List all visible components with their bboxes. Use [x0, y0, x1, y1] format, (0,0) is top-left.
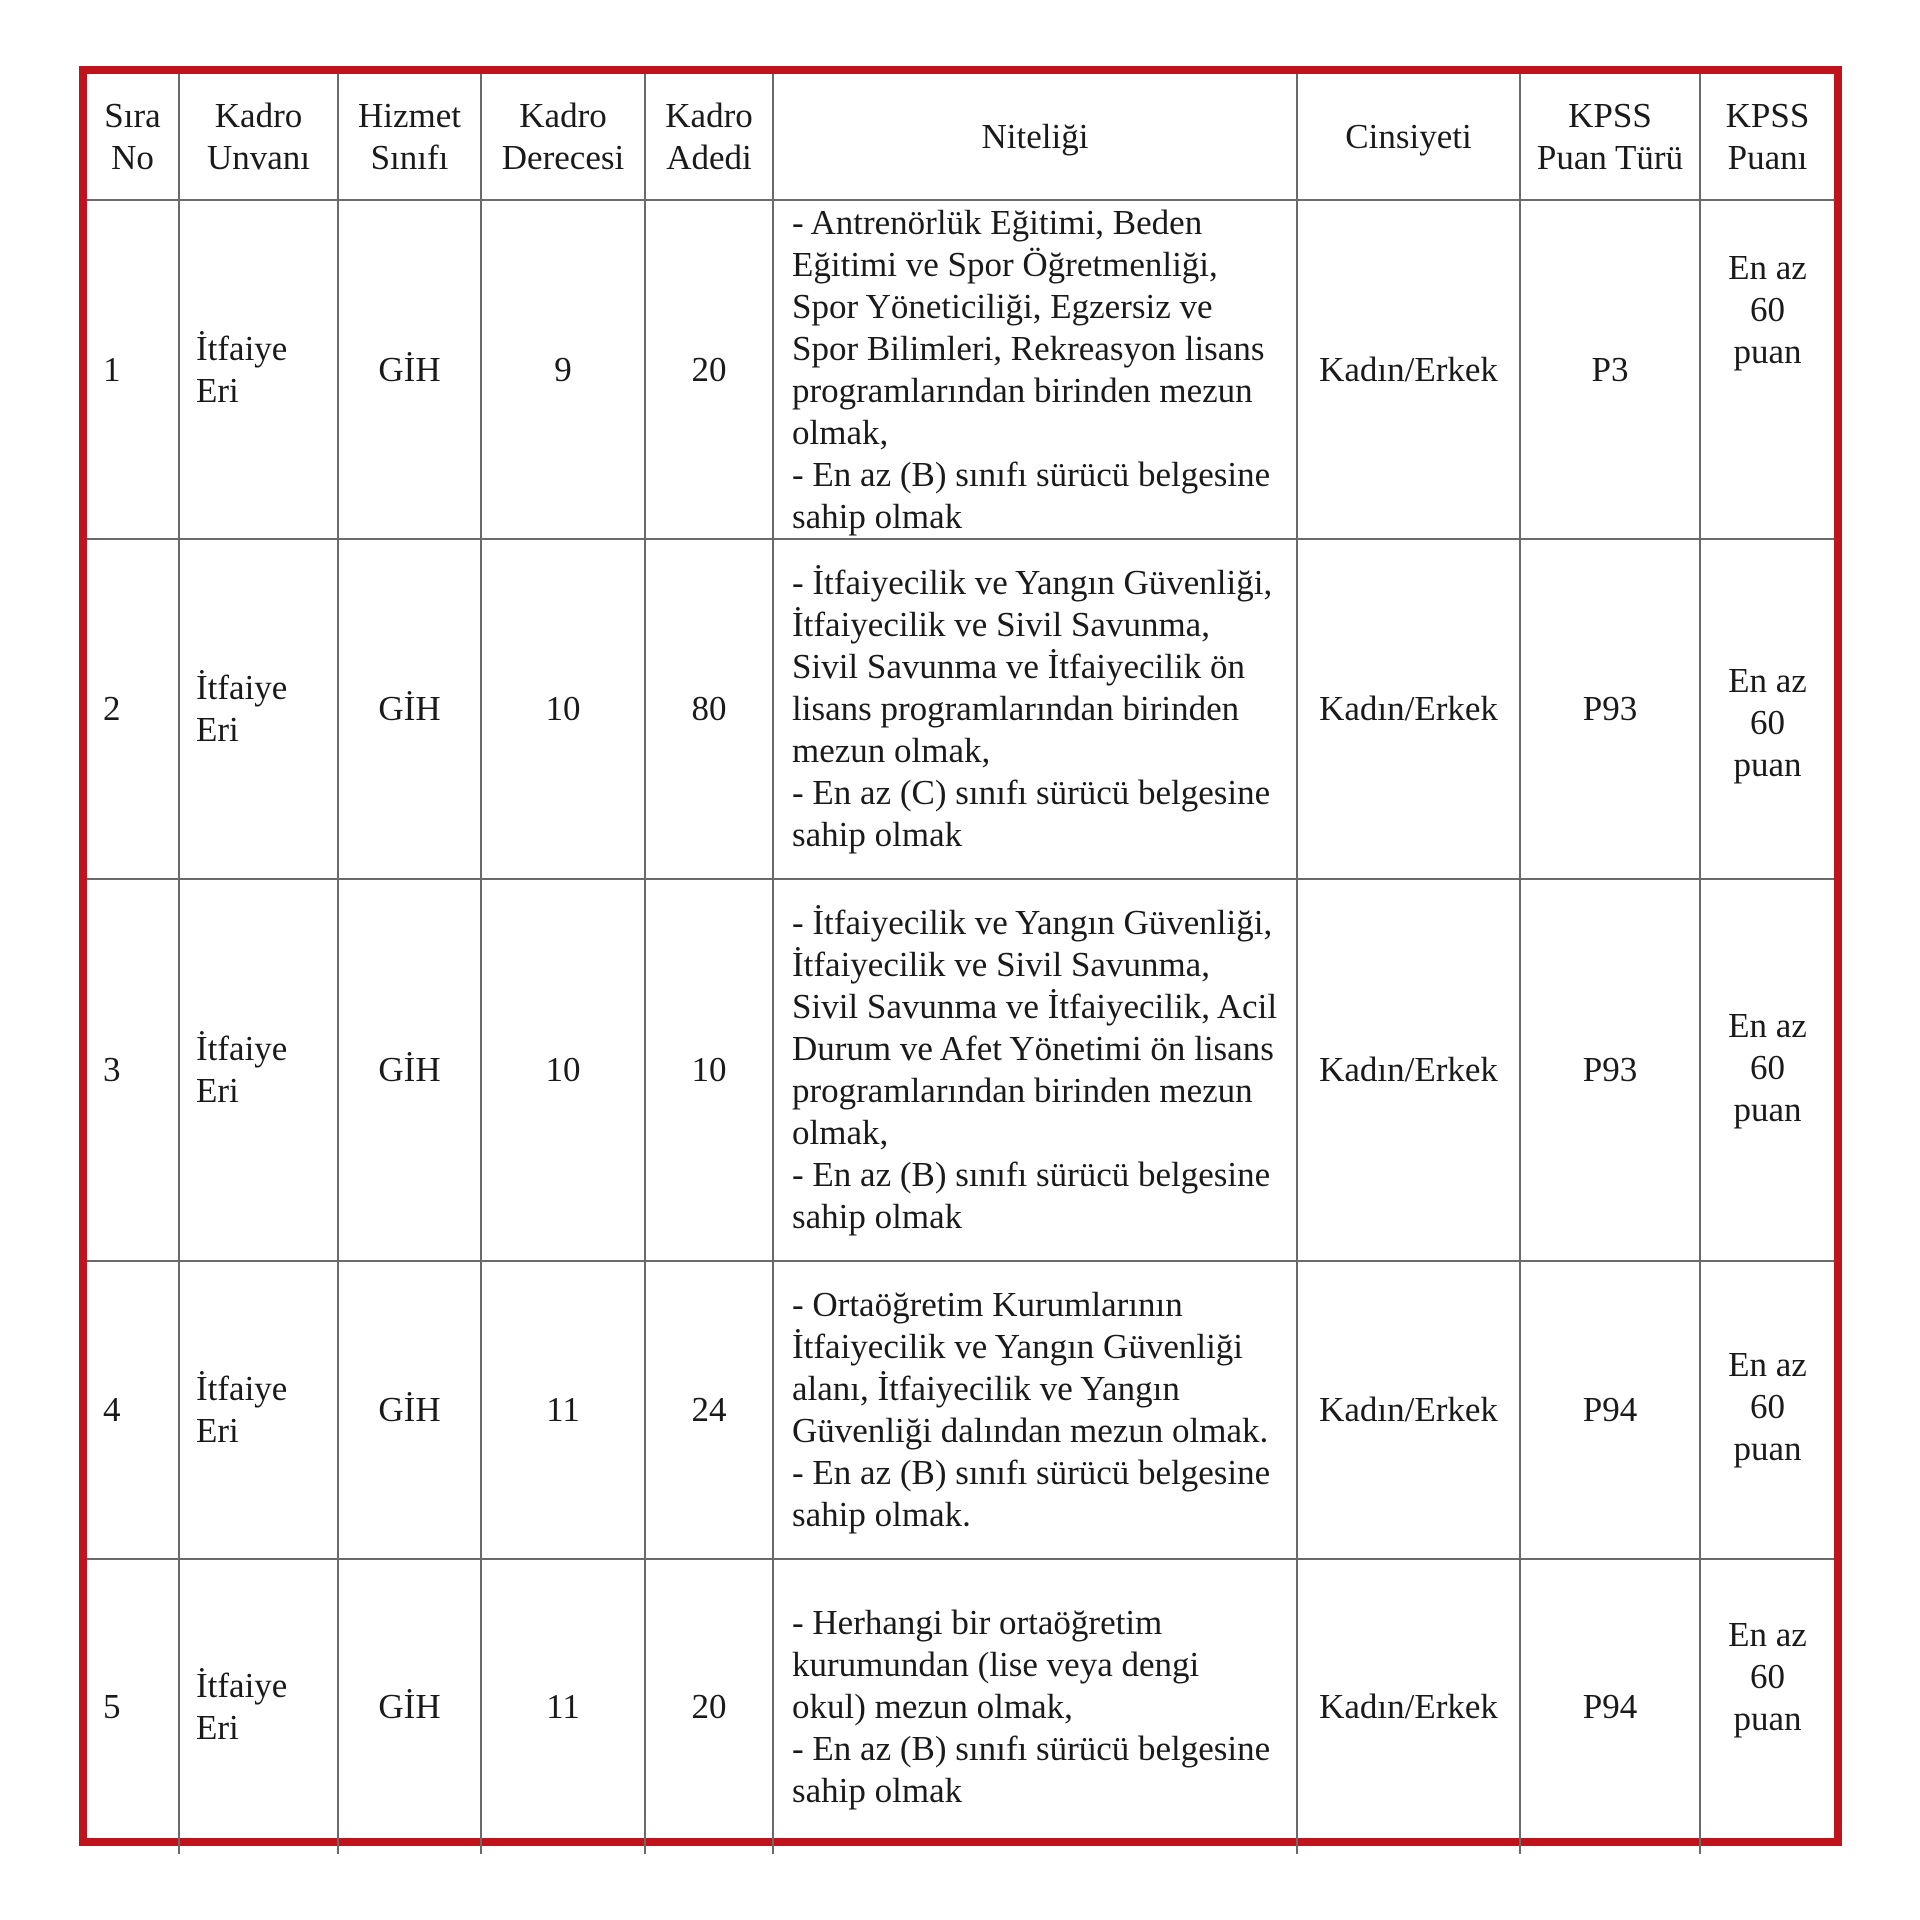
cell-puan: En az 60 puan: [1700, 1261, 1834, 1559]
header-kpss-puan-turu: KPSS Puan Türü: [1520, 74, 1700, 200]
table-row: [87, 1261, 1834, 1559]
table-row: [87, 1559, 1834, 1854]
header-kadro-derecesi: Kadro Derecesi: [481, 74, 645, 200]
cell-nitelik: [773, 1261, 1297, 1559]
cell-adet: 20: [645, 200, 773, 539]
cell-derece: 10: [481, 879, 645, 1261]
cell-derece: 9: [481, 200, 645, 539]
cell-derece: 11: [481, 1559, 645, 1854]
cell-puan-turu: P93: [1520, 879, 1700, 1261]
cell-adet: 80: [645, 539, 773, 879]
kadro-table: [87, 74, 1834, 1854]
nitelik-paragraph: - Herhangi bir ortaöğretim kurumundan (lise veya dengi okul) mezun olmak,: [792, 1603, 1200, 1726]
cell-adet: 20: [645, 1559, 773, 1854]
nitelik-paragraph: - En az (B) sınıfı sürücü belgesine sahip olmak.: [792, 1453, 1271, 1534]
cell-sira: 3: [87, 879, 179, 1261]
cell-puan-turu: P94: [1520, 1261, 1700, 1559]
cell-puan-turu: P93: [1520, 539, 1700, 879]
cell-sinif: GİH: [338, 1261, 481, 1559]
cell-unvan: İtfaiye Eri: [179, 1261, 338, 1559]
cell-adet: 10: [645, 879, 773, 1261]
cell-sinif: GİH: [338, 200, 481, 539]
cell-puan: En az 60 puan: [1700, 879, 1834, 1261]
cell-sira: 4: [87, 1261, 179, 1559]
cell-cinsiyet: Kadın/Erkek: [1297, 200, 1520, 539]
header-kadro-unvani: Kadro Unvanı: [179, 74, 338, 200]
cell-cinsiyet: Kadın/Erkek: [1297, 1261, 1520, 1559]
cell-sira: 5: [87, 1559, 179, 1854]
cell-unvan: İtfaiye Eri: [179, 200, 338, 539]
header-cinsiyeti: Cinsiyeti: [1297, 74, 1520, 200]
nitelik-paragraph: - En az (B) sınıfı sürücü belgesine sahip olmak: [792, 1729, 1271, 1810]
cell-sira: 2: [87, 539, 179, 879]
table-row: [87, 539, 1834, 879]
nitelik-paragraph: - İtfaiyecilik ve Yangın Güvenliği, İtfaiyecilik ve Sivil Savunma, Sivil Savunma ve İtfaiyecilik ön lisans programlarından birinden mezun olmak,: [792, 563, 1273, 770]
cell-unvan: İtfaiye Eri: [179, 1559, 338, 1854]
cell-puan: En az 60 puan: [1700, 539, 1834, 879]
header-hizmet-sinifi: Hizmet Sınıfı: [338, 74, 481, 200]
cell-derece: 10: [481, 539, 645, 879]
nitelik-paragraph: - Antrenörlük Eğitimi, Beden Eğitimi ve Spor Öğretmenliği, Spor Yöneticiliği, Egzersiz ve Spor Bilimleri, Rekreasyon lisans programlarından birinden mezun olmak,: [792, 202, 1265, 452]
cell-puan: En az 60 puan: [1700, 1559, 1834, 1854]
header-kadro-adedi: Kadro Adedi: [645, 74, 773, 200]
header-kpss-puani: KPSS Puanı: [1700, 74, 1834, 200]
nitelik-paragraph: - İtfaiyecilik ve Yangın Güvenliği, İtfaiyecilik ve Sivil Savunma, Sivil Savunma ve İtfaiyecilik, Acil Durum ve Afet Yönetimi ön lisans programlarından birinden mezun olmak,: [792, 903, 1278, 1152]
cell-unvan: İtfaiye Eri: [179, 539, 338, 879]
cell-sinif: GİH: [338, 1559, 481, 1854]
cell-nitelik: [773, 539, 1297, 879]
table-row: [87, 200, 1834, 539]
cell-puan-turu: P3: [1520, 200, 1700, 539]
cell-cinsiyet: Kadın/Erkek: [1297, 539, 1520, 879]
cell-sira: 1: [87, 200, 179, 539]
cell-puan: En az 60 puan: [1700, 200, 1834, 539]
cell-sinif: GİH: [338, 539, 481, 879]
cell-cinsiyet: Kadın/Erkek: [1297, 879, 1520, 1261]
table-row: [87, 879, 1834, 1261]
nitelik-paragraph: - En az (B) sınıfı sürücü belgesine sahip olmak: [792, 454, 1271, 536]
cell-sinif: GİH: [338, 879, 481, 1261]
cell-puan-turu: P94: [1520, 1559, 1700, 1854]
cell-derece: 11: [481, 1261, 645, 1559]
cell-nitelik: [773, 879, 1297, 1261]
cell-nitelik: [773, 200, 1297, 539]
nitelik-paragraph: - En az (B) sınıfı sürücü belgesine sahip olmak: [792, 1155, 1271, 1236]
nitelik-paragraph: - Ortaöğretim Kurumlarının İtfaiyecilik ve Yangın Güvenliği alanı, İtfaiyecilik ve Yangın Güvenliği dalından mezun olmak.: [792, 1285, 1269, 1450]
header-sira-no: Sıra No: [87, 74, 179, 200]
cell-adet: 24: [645, 1261, 773, 1559]
header-niteligi: Niteliği: [773, 74, 1297, 200]
table-frame: [79, 66, 1842, 1846]
cell-nitelik: [773, 1559, 1297, 1854]
header-row: [87, 74, 1834, 200]
cell-cinsiyet: Kadın/Erkek: [1297, 1559, 1520, 1854]
cell-unvan: İtfaiye Eri: [179, 879, 338, 1261]
nitelik-paragraph: - En az (C) sınıfı sürücü belgesine sahip olmak: [792, 773, 1271, 854]
